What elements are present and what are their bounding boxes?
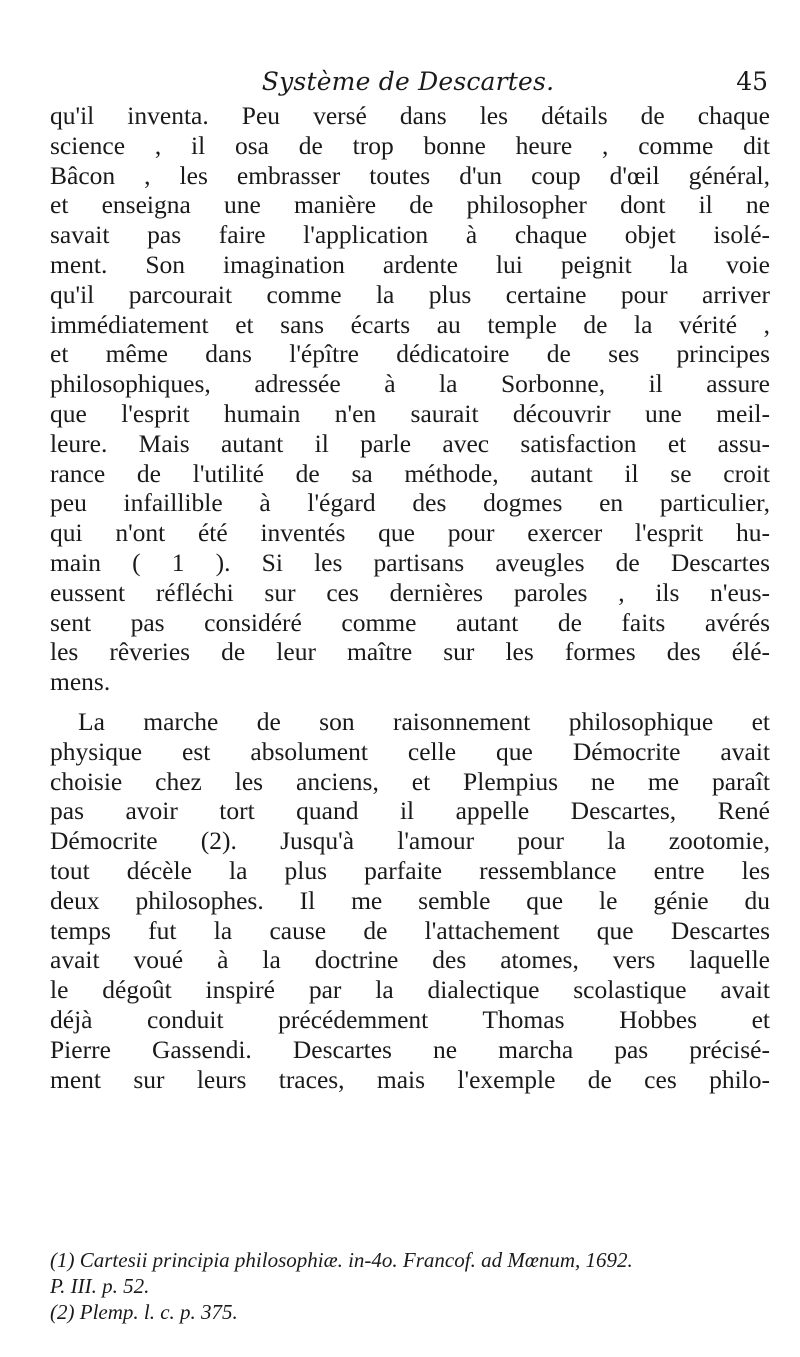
body-text [50, 101, 770, 1094]
running-title: Système de Descartes. [261, 67, 555, 96]
paragraph [50, 101, 770, 697]
text-line: pas avoir tort quand il appelle Descartes, René [50, 796, 770, 826]
text-line: physique est absolument celle que Démocrite avait [50, 736, 770, 766]
text-line: le dégoût inspiré par la dialectique scolastique avait [50, 975, 770, 1005]
text-line: Pierre Gassendi. Descartes ne marcha pas précisé- [50, 1034, 770, 1064]
text-line: eussent réfléchi sur ces dernières paroles , ils n'eus- [50, 577, 770, 607]
text-line: qui n'ont été inventés que pour exercer l'esprit hu- [50, 518, 770, 548]
text-line: sent pas considéré comme autant de faits avérés [50, 607, 770, 637]
text-line: rance de l'utilité de sa méthode, autant il se croit [50, 458, 770, 488]
text-line: qu'il parcourait comme la plus certaine pour arriver [50, 279, 770, 309]
text-line: et enseigna une manière de philosopher dont il ne [50, 190, 770, 220]
text-line: et même dans l'épître dédicatoire de ses principes [50, 339, 770, 369]
footnotes [50, 1247, 770, 1325]
footnote: P. III. p. 52. [50, 1274, 150, 1298]
text-line: les rêveries de leur maître sur les formes des élé- [50, 637, 770, 667]
text-line: deux philosophes. Il me semble que le génie du [50, 885, 770, 915]
text-line: ment. Son imagination ardente lui peignit la voie [50, 249, 770, 279]
paragraph [50, 707, 770, 1094]
text-line: avait voué à la doctrine des atomes, vers laquelle [50, 945, 770, 975]
text-line: philosophiques, adressée à la Sorbonne, il assure [50, 369, 770, 399]
text-line: mens. [50, 667, 111, 697]
text-line: que l'esprit humain n'en saurait découvrir une meil- [50, 398, 770, 428]
text-line: main ( 1 ). Si les partisans aveugles de Descartes [50, 547, 770, 577]
text-line: science , il osa de trop bonne heure , comme dit [50, 130, 770, 160]
text-line: tout décèle la plus parfaite ressemblance entre les [50, 855, 770, 885]
text-line: Bâcon , les embrasser toutes d'un coup d'œil général, [50, 160, 770, 190]
text-line: déjà conduit précédemment Thomas Hobbes et [50, 1004, 770, 1034]
text-line: peu infaillible à l'égard des dogmes en particulier, [50, 488, 770, 518]
page-header [48, 64, 768, 104]
text-line: Démocrite (2). Jusqu'à l'amour pour la zootomie, [50, 826, 770, 856]
text-line: ment sur leurs traces, mais l'exemple de ces philo- [50, 1064, 770, 1094]
paragraph-gap [50, 697, 770, 707]
text-line: temps fut la cause de l'attachement que Descartes [50, 915, 770, 945]
text-line: choisie chez les anciens, et Plempius ne me paraît [50, 766, 770, 796]
text-line: qu'il inventa. Peu versé dans les détails de chaque [50, 101, 770, 130]
footnote: (2) Plemp. l. c. p. 375. [50, 1300, 238, 1324]
footnote: (1) Cartesii principia philosophiæ. in-4o. Francof. ad Mœnum, 1692. [50, 1248, 633, 1272]
text-line: leure. Mais autant il parle avec satisfaction et assu- [50, 428, 770, 458]
text-line: savait pas faire l'application à chaque objet isolé- [50, 220, 770, 250]
page-number: 45 [736, 67, 768, 96]
text-line: La marche de son raisonnement philosophique et [78, 706, 770, 736]
text-line: immédiatement et sans écarts au temple de la vérité , [50, 309, 770, 339]
